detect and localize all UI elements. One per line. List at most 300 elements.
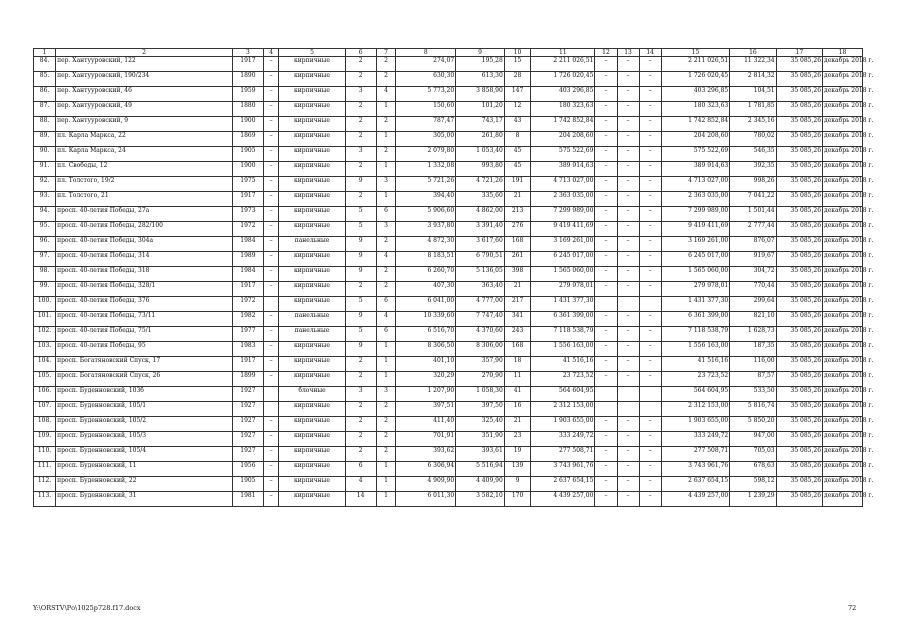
cell-col13: –: [617, 117, 639, 132]
cost-per-sqm: 5 850,20: [730, 417, 776, 432]
address: пл. Карла Маркса, 22: [56, 132, 233, 147]
document-path: Y:\ORSTV\Ро\1025р728.f17.docx: [33, 604, 141, 612]
cell-col12: –: [595, 312, 617, 327]
wall-material: кирпичные: [279, 132, 345, 147]
living-area: 993,80: [456, 162, 505, 177]
cell-col12: –: [595, 102, 617, 117]
cell-col13: –: [617, 72, 639, 87]
table-row: [34, 357, 863, 372]
cost-total: 23 723,52: [531, 372, 595, 387]
wall-material: кирпичные: [279, 297, 345, 312]
cell-col14: –: [639, 282, 661, 297]
living-area: 4 862,00: [456, 207, 505, 222]
row-number: 110.: [34, 447, 56, 462]
limit-cost: 35 085,26: [776, 132, 822, 147]
cell-col12: –: [595, 267, 617, 282]
column-header: 17: [776, 49, 822, 57]
address: просп. Буденновский, 105/2: [56, 417, 233, 432]
total-area: 3 937,80: [396, 222, 456, 237]
address: пер. Хантууровский, 122: [56, 57, 233, 72]
living-area: 1 058,30: [456, 387, 505, 402]
table-row: [34, 312, 863, 327]
cost-per-sqm: 2 345,16: [730, 117, 776, 132]
living-area: 5 516,94: [456, 462, 505, 477]
cell-col14: –: [639, 162, 661, 177]
wall-material: панельные: [279, 312, 345, 327]
cell-col4: –: [263, 87, 278, 102]
living-area: 351,90: [456, 432, 505, 447]
cost-per-sqm: 821,10: [730, 312, 776, 327]
year-built: 1880: [232, 102, 263, 117]
address: пл. Свободы, 12: [56, 162, 233, 177]
floors: 2: [345, 192, 376, 207]
living-area: 743,17: [456, 117, 505, 132]
floors: 2: [345, 132, 376, 147]
year-built: 1984: [232, 237, 263, 252]
residents: 147: [504, 87, 531, 102]
residents: 398: [504, 267, 531, 282]
total-area: 2 079,80: [396, 147, 456, 162]
address: просп. 40-летия Победы, 73/11: [56, 312, 233, 327]
residents: 18: [504, 357, 531, 372]
limit-cost: 35 085,26: [776, 327, 822, 342]
address: просп. 40-летия Победы, 376: [56, 297, 233, 312]
cell-col13: –: [617, 477, 639, 492]
cost-program: 7 299 989,00: [661, 207, 730, 222]
year-built: 1905: [232, 147, 263, 162]
cell-col14: –: [639, 327, 661, 342]
cell-col4: –: [263, 282, 278, 297]
cost-total: 3 169 261,00: [531, 237, 595, 252]
column-number-header-row: [34, 49, 863, 57]
floors: 2: [345, 102, 376, 117]
year-built: 1972: [232, 297, 263, 312]
completion-date: декабрь 2018 г.: [823, 297, 863, 312]
entrances: 2: [376, 237, 396, 252]
floors: 9: [345, 177, 376, 192]
cell-col4: –: [263, 102, 278, 117]
cost-per-sqm: 919,67: [730, 252, 776, 267]
table-row: [34, 327, 863, 342]
cost-program: 3 743 961,76: [661, 462, 730, 477]
completion-date: декабрь 2018 г.: [823, 237, 863, 252]
row-number: 109.: [34, 432, 56, 447]
living-area: 5 136,05: [456, 267, 505, 282]
cost-per-sqm: 876,07: [730, 237, 776, 252]
cost-per-sqm: 392,35: [730, 162, 776, 177]
total-area: 397,51: [396, 402, 456, 417]
completion-date: декабрь 2018 г.: [823, 417, 863, 432]
address: просп. 40-летия Победы, 314: [56, 252, 233, 267]
year-built: 1890: [232, 72, 263, 87]
floors: 2: [345, 432, 376, 447]
living-area: 613,30: [456, 72, 505, 87]
limit-cost: 35 085,26: [776, 57, 822, 72]
address: просп. Богатяновский Спуск, 17: [56, 357, 233, 372]
limit-cost: 35 085,26: [776, 252, 822, 267]
cost-program: 3 169 261,00: [661, 237, 730, 252]
cell-col13: –: [617, 432, 639, 447]
cell-col13: [617, 387, 639, 402]
floors: 4: [345, 477, 376, 492]
address: пер. Хантууровский, 49: [56, 102, 233, 117]
cell-col4: –: [263, 432, 278, 447]
entrances: 2: [376, 417, 396, 432]
row-number: 98.: [34, 267, 56, 282]
total-area: 5 773,20: [396, 87, 456, 102]
wall-material: кирпичные: [279, 147, 345, 162]
column-header: 11: [531, 49, 595, 57]
table-row: [34, 222, 863, 237]
living-area: 3 582,10: [456, 492, 505, 507]
cost-program: 7 118 538,79: [661, 327, 730, 342]
completion-date: декабрь 2018 г.: [823, 447, 863, 462]
address: просп. 40-летия Победы, 318: [56, 267, 233, 282]
cost-total: 7 299 989,00: [531, 207, 595, 222]
wall-material: панельные: [279, 237, 345, 252]
cost-total: 575 522,69: [531, 147, 595, 162]
housing-register-table: [33, 48, 874, 507]
cost-per-sqm: 5 816,74: [730, 402, 776, 417]
completion-date: декабрь 2018 г.: [823, 57, 863, 72]
cost-program: 277 508,71: [661, 447, 730, 462]
table-row: [34, 147, 863, 162]
row-number: 95.: [34, 222, 56, 237]
cost-program: 1 903 655,00: [661, 417, 730, 432]
limit-cost: 35 085,26: [776, 477, 822, 492]
wall-material: кирпичные: [279, 72, 345, 87]
wall-material: кирпичные: [279, 102, 345, 117]
limit-cost: 35 085,26: [776, 192, 822, 207]
living-area: 4 721,26: [456, 177, 505, 192]
wall-material: кирпичные: [279, 492, 345, 507]
cell-col12: –: [595, 492, 617, 507]
column-header: 15: [661, 49, 730, 57]
floors: 2: [345, 447, 376, 462]
wall-material: кирпичные: [279, 477, 345, 492]
cost-total: 6 245 017,00: [531, 252, 595, 267]
cost-program: 1 565 060,00: [661, 267, 730, 282]
living-area: 325,40: [456, 417, 505, 432]
entrances: 4: [376, 312, 396, 327]
cell-col4: –: [263, 222, 278, 237]
year-built: 1869: [232, 132, 263, 147]
cell-col13: –: [617, 372, 639, 387]
residents: 19: [504, 447, 531, 462]
cell-col12: –: [595, 237, 617, 252]
cell-col12: [595, 387, 617, 402]
cell-col12: –: [595, 357, 617, 372]
cell-col4: –: [263, 267, 278, 282]
floors: 2: [345, 417, 376, 432]
cell-col14: –: [639, 117, 661, 132]
cell-col4: –: [263, 372, 278, 387]
table-row: [34, 207, 863, 222]
living-area: 393,61: [456, 447, 505, 462]
cell-col12: –: [595, 132, 617, 147]
floors: 5: [345, 222, 376, 237]
living-area: 4 370,60: [456, 327, 505, 342]
address: просп. Богатяновский Спуск, 26: [56, 372, 233, 387]
residents: 168: [504, 342, 531, 357]
living-area: 1 053,40: [456, 147, 505, 162]
limit-cost: 35 085,26: [776, 102, 822, 117]
entrances: 3: [376, 222, 396, 237]
limit-cost: 35 085,26: [776, 342, 822, 357]
year-built: 1899: [232, 372, 263, 387]
cost-per-sqm: 299,64: [730, 297, 776, 312]
cost-total: 1 742 852,84: [531, 117, 595, 132]
wall-material: кирпичные: [279, 207, 345, 222]
table-row: [34, 177, 863, 192]
row-number: 104.: [34, 357, 56, 372]
cell-col12: –: [595, 477, 617, 492]
cell-col14: –: [639, 372, 661, 387]
cell-col13: –: [617, 327, 639, 342]
wall-material: кирпичные: [279, 372, 345, 387]
entrances: 1: [376, 162, 396, 177]
cell-col13: –: [617, 192, 639, 207]
column-header: 6: [345, 49, 376, 57]
cost-program: 4 713 027,00: [661, 177, 730, 192]
wall-material: блочные: [279, 387, 345, 402]
entrances: 2: [376, 117, 396, 132]
row-number: 113.: [34, 492, 56, 507]
table-row: [34, 267, 863, 282]
limit-cost: 35 085,26: [776, 147, 822, 162]
residents: 261: [504, 252, 531, 267]
wall-material: кирпичные: [279, 177, 345, 192]
limit-cost: 35 085,26: [776, 372, 822, 387]
cell-col12: –: [595, 57, 617, 72]
cost-per-sqm: 87,57: [730, 372, 776, 387]
cell-col13: –: [617, 102, 639, 117]
cost-total: 2 312 153,00: [531, 402, 595, 417]
year-built: 1983: [232, 342, 263, 357]
cell-col14: –: [639, 312, 661, 327]
floors: 2: [345, 72, 376, 87]
residents: 191: [504, 177, 531, 192]
cell-col13: [617, 297, 639, 312]
total-area: 407,30: [396, 282, 456, 297]
address: просп. 40-летия Победы, 328/1: [56, 282, 233, 297]
year-built: 1956: [232, 462, 263, 477]
cell-col14: [639, 402, 661, 417]
cost-per-sqm: 1 501,44: [730, 207, 776, 222]
completion-date: декабрь 2018 г.: [823, 147, 863, 162]
floors: 3: [345, 87, 376, 102]
cell-col14: –: [639, 237, 661, 252]
address: пер. Хантууровский, 190/234: [56, 72, 233, 87]
entrances: 3: [376, 387, 396, 402]
limit-cost: 35 085,26: [776, 417, 822, 432]
total-area: 1 207,90: [396, 387, 456, 402]
cost-program: 1 556 163,00: [661, 342, 730, 357]
cell-col12: –: [595, 462, 617, 477]
row-number: 94.: [34, 207, 56, 222]
total-area: 5 906,60: [396, 207, 456, 222]
cell-col14: –: [639, 447, 661, 462]
cell-col12: –: [595, 177, 617, 192]
table-row: [34, 447, 863, 462]
living-area: 3 858,90: [456, 87, 505, 102]
row-number: 97.: [34, 252, 56, 267]
total-area: 305,00: [396, 132, 456, 147]
entrances: 2: [376, 72, 396, 87]
living-area: 335,60: [456, 192, 505, 207]
completion-date: декабрь 2018 г.: [823, 477, 863, 492]
cell-col4: –: [263, 72, 278, 87]
entrances: 3: [376, 177, 396, 192]
completion-date: декабрь 2018 г.: [823, 357, 863, 372]
living-area: 101,20: [456, 102, 505, 117]
residents: 8: [504, 132, 531, 147]
cost-program: 575 522,69: [661, 147, 730, 162]
completion-date: декабрь 2018 г.: [823, 102, 863, 117]
wall-material: панельные: [279, 327, 345, 342]
address: просп. Буденновский, 31: [56, 492, 233, 507]
cell-col4: –: [263, 117, 278, 132]
cell-col14: –: [639, 57, 661, 72]
limit-cost: 35 085,26: [776, 432, 822, 447]
floors: 14: [345, 492, 376, 507]
cost-total: 564 604,95: [531, 387, 595, 402]
total-area: 8 306,50: [396, 342, 456, 357]
cell-col13: –: [617, 312, 639, 327]
total-area: 630,30: [396, 72, 456, 87]
year-built: 1927: [232, 432, 263, 447]
cell-col13: –: [617, 57, 639, 72]
residents: 15: [504, 57, 531, 72]
row-number: 85.: [34, 72, 56, 87]
cell-col14: –: [639, 177, 661, 192]
cell-col4: –: [263, 162, 278, 177]
cost-per-sqm: 2 814,32: [730, 72, 776, 87]
completion-date: декабрь 2018 г.: [823, 252, 863, 267]
cell-col4: –: [263, 447, 278, 462]
completion-date: декабрь 2018 г.: [823, 192, 863, 207]
entrances: 2: [376, 432, 396, 447]
year-built: 1917: [232, 192, 263, 207]
total-area: 5 721,26: [396, 177, 456, 192]
completion-date: декабрь 2018 г.: [823, 402, 863, 417]
cost-program: 403 296,85: [661, 87, 730, 102]
living-area: 3 391,40: [456, 222, 505, 237]
residents: 43: [504, 117, 531, 132]
cell-col13: –: [617, 222, 639, 237]
cost-program: 6 361 399,00: [661, 312, 730, 327]
cost-per-sqm: 533,50: [730, 387, 776, 402]
limit-cost: 35 085,26: [776, 117, 822, 132]
entrances: 6: [376, 297, 396, 312]
row-number: 84.: [34, 57, 56, 72]
cost-program: 333 249,72: [661, 432, 730, 447]
floors: 2: [345, 117, 376, 132]
entrances: 1: [376, 132, 396, 147]
cell-col4: –: [263, 417, 278, 432]
cost-total: 1 431 377,30: [531, 297, 595, 312]
cell-col12: –: [595, 327, 617, 342]
entrances: 1: [376, 342, 396, 357]
completion-date: декабрь 2018 г.: [823, 132, 863, 147]
cell-col12: –: [595, 207, 617, 222]
cost-program: 279 978,01: [661, 282, 730, 297]
entrances: 2: [376, 267, 396, 282]
total-area: 401,10: [396, 357, 456, 372]
cell-col13: –: [617, 252, 639, 267]
table-row: [34, 117, 863, 132]
total-area: 150,60: [396, 102, 456, 117]
year-built: 1917: [232, 282, 263, 297]
cell-col12: [595, 297, 617, 312]
limit-cost: 35 085,26: [776, 297, 822, 312]
cell-col13: –: [617, 492, 639, 507]
residents: 45: [504, 162, 531, 177]
row-number: 89.: [34, 132, 56, 147]
cell-col4: –: [263, 312, 278, 327]
cost-per-sqm: 598,12: [730, 477, 776, 492]
cell-col13: –: [617, 147, 639, 162]
cell-col12: –: [595, 87, 617, 102]
cost-per-sqm: 7 041,22: [730, 192, 776, 207]
limit-cost: 35 085,26: [776, 237, 822, 252]
living-area: 4 409,90: [456, 477, 505, 492]
column-header: 14: [639, 49, 661, 57]
year-built: 1927: [232, 417, 263, 432]
limit-cost: 35 085,26: [776, 402, 822, 417]
column-header: 8: [396, 49, 456, 57]
floors: 2: [345, 162, 376, 177]
cell-col12: [595, 402, 617, 417]
cost-total: 4 439 257,00: [531, 492, 595, 507]
wall-material: кирпичные: [279, 402, 345, 417]
table-row: [34, 237, 863, 252]
cell-col13: –: [617, 447, 639, 462]
cell-col14: –: [639, 222, 661, 237]
cell-col4: [263, 297, 278, 312]
column-header: 18: [823, 49, 863, 57]
column-header: 7: [376, 49, 396, 57]
completion-date: декабрь 2018 г.: [823, 267, 863, 282]
cost-per-sqm: 678,63: [730, 462, 776, 477]
cost-total: 389 914,63: [531, 162, 595, 177]
completion-date: декабрь 2018 г.: [823, 162, 863, 177]
cell-col14: [639, 297, 661, 312]
cell-col13: –: [617, 132, 639, 147]
residents: 341: [504, 312, 531, 327]
cell-col13: –: [617, 162, 639, 177]
table-row: [34, 492, 863, 507]
wall-material: кирпичные: [279, 357, 345, 372]
cost-total: 6 361 399,00: [531, 312, 595, 327]
year-built: 1900: [232, 162, 263, 177]
cost-program: 564 604,95: [661, 387, 730, 402]
table-row: [34, 252, 863, 267]
cost-program: 204 208,60: [661, 132, 730, 147]
cell-col4: –: [263, 462, 278, 477]
residents: 9: [504, 477, 531, 492]
table-row: [34, 477, 863, 492]
cost-total: 403 296,85: [531, 87, 595, 102]
cell-col14: –: [639, 357, 661, 372]
floors: 5: [345, 207, 376, 222]
cell-col14: –: [639, 192, 661, 207]
year-built: 1917: [232, 357, 263, 372]
total-area: 701,91: [396, 432, 456, 447]
completion-date: декабрь 2018 г.: [823, 312, 863, 327]
limit-cost: 35 085,26: [776, 312, 822, 327]
residents: 170: [504, 492, 531, 507]
